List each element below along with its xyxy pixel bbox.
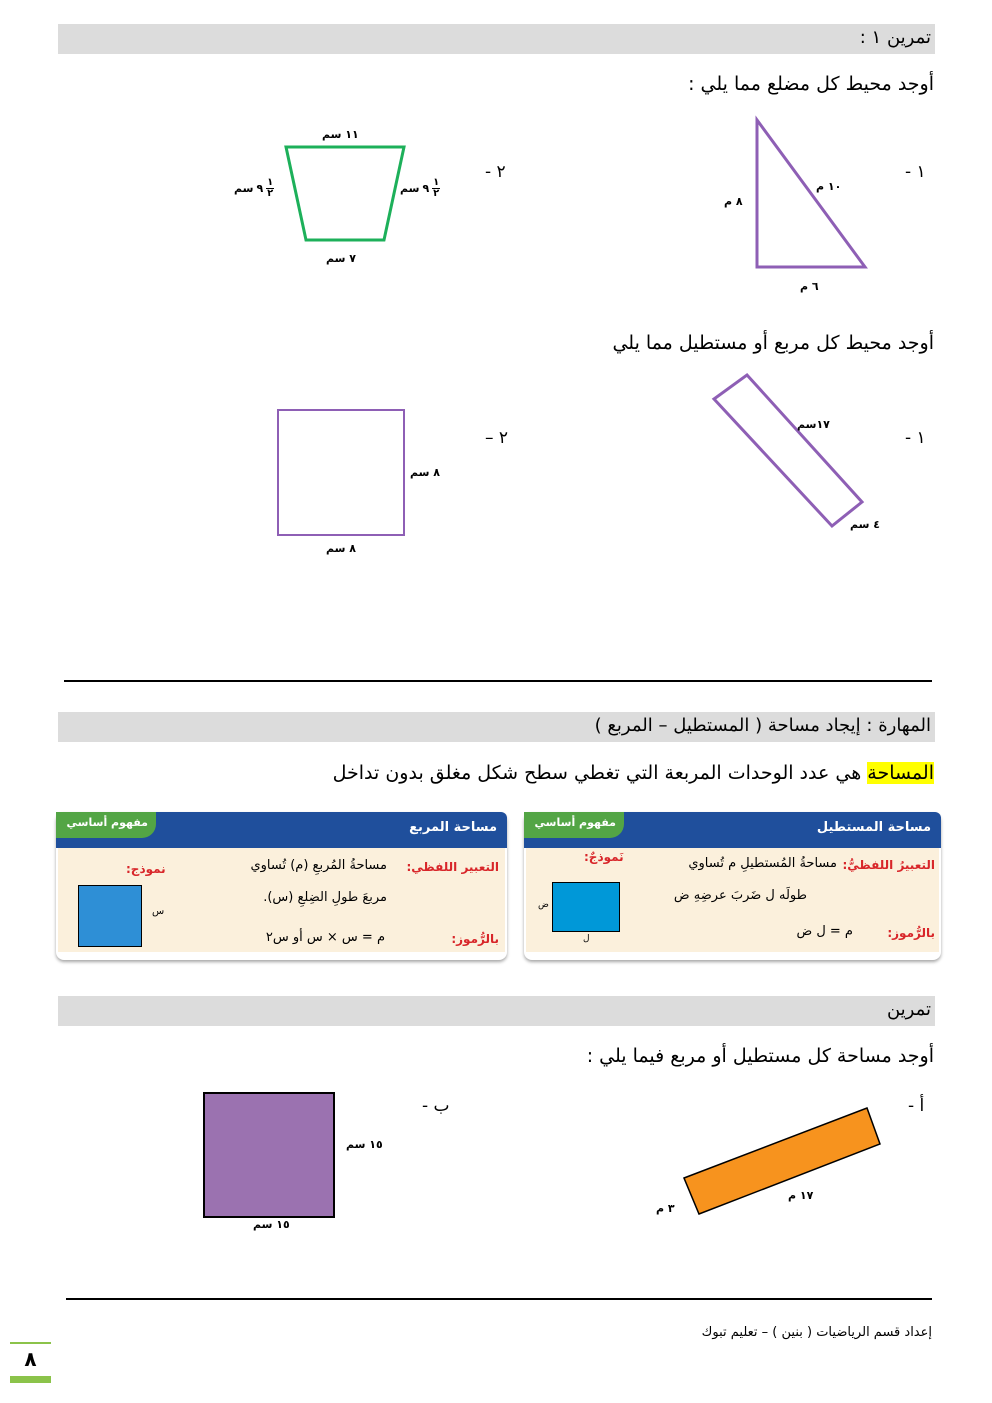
question-perimeter-rectangles: أوجد محيط كل مربع أو مستطيل مما يلي bbox=[612, 332, 934, 354]
rect-verbal-line-1: مساحةُ المُستطيلِ م تُساوي bbox=[688, 856, 837, 871]
rectangle-area-card bbox=[524, 812, 941, 960]
orange-rectangle-figure bbox=[676, 1105, 886, 1220]
square-formula: م = س × س أو س٢ bbox=[265, 930, 385, 945]
fraction-denominator: ٢ bbox=[267, 188, 274, 199]
square-symbols-label: بالرُّموز: bbox=[451, 932, 499, 946]
exercise-2-title: تمرين bbox=[886, 999, 931, 1020]
area-definition-text: هي عدد الوحدات المربعة التي تغطي سطح شكل مغلق بدون تداخل bbox=[332, 762, 868, 784]
square-card-title: مساحة المربع bbox=[409, 820, 497, 835]
figure-4-number: ٢ – bbox=[485, 428, 509, 448]
skill-header bbox=[58, 712, 935, 742]
divider-1 bbox=[64, 680, 932, 682]
area-term-highlight: المساحة bbox=[867, 762, 934, 784]
area-definition bbox=[333, 762, 934, 784]
orange-rectangle-long-label: ١٧ م bbox=[788, 1189, 814, 1202]
purple-square-bottom-label: ١٥ سم bbox=[253, 1218, 290, 1231]
divider-2 bbox=[66, 1298, 932, 1300]
trapezoid-right-unit: سم bbox=[400, 182, 420, 195]
right-triangle-figure bbox=[750, 115, 875, 275]
rect-width-label: ض bbox=[538, 900, 549, 910]
trapezoid-left-whole: ٩ bbox=[256, 182, 264, 195]
square-model-label: نموذج: bbox=[126, 862, 166, 876]
tilted-rectangle-short-label: ٤ سم bbox=[850, 518, 880, 531]
purple-square-figure bbox=[203, 1092, 335, 1218]
figure-1-number: ١ - bbox=[905, 162, 926, 182]
square-side-symbol: س bbox=[152, 906, 165, 917]
triangle-base-label: ٦ م bbox=[800, 280, 819, 293]
trapezoid-left-fraction bbox=[266, 178, 274, 199]
trapezoid-left-label bbox=[234, 178, 274, 199]
trapezoid-right-label bbox=[400, 178, 440, 199]
trapezoid-bottom-label: ٧ سم bbox=[326, 252, 356, 265]
rect-verbal-line-2: طولَه ل ضَربَ عرضِهِ ض bbox=[673, 888, 807, 903]
rect-length-label: ل bbox=[583, 934, 590, 944]
square-card-tag: مفهوم أساسي bbox=[56, 812, 156, 838]
square-verbal-line-2: مربعَ طولِ الضِلعِ (س). bbox=[263, 890, 387, 905]
question-area: أوجد مساحة كل مستطيل أو مربع فيما يلي : bbox=[586, 1045, 934, 1067]
figure-3-number: ١ - bbox=[905, 428, 926, 448]
footer-credit: إعداد قسم الرياضيات ( بنين ) – تعليم تبوك bbox=[701, 1325, 932, 1340]
exercise-1-title: تمرين ١ : bbox=[859, 27, 931, 48]
figure-2-number: ٢ - bbox=[485, 162, 506, 182]
page-number-bottom-bar bbox=[10, 1376, 51, 1383]
purple-square-side-label: ١٥ سم bbox=[346, 1138, 383, 1151]
exercise-2-header bbox=[58, 996, 935, 1026]
rect-model-shape bbox=[552, 882, 620, 932]
skill-title: المهارة : إيجاد مساحة ( المستطيل – المربع ) bbox=[594, 715, 931, 736]
page-number-top-rule bbox=[10, 1342, 51, 1344]
rect-verbal-label: التعبيرُ اللفظيُّ: bbox=[842, 858, 935, 872]
rect-model-label: نَموذجٌ: bbox=[584, 850, 624, 864]
trapezoid-right-whole: ٩ bbox=[422, 182, 430, 195]
fraction-denominator: ٢ bbox=[433, 188, 440, 199]
question-perimeter-polygons: أوجد محيط كل مضلع مما يلي : bbox=[688, 73, 934, 95]
square-area-card bbox=[56, 812, 507, 960]
rect-formula: م = ل ض bbox=[796, 924, 853, 939]
square-outline-figure bbox=[277, 409, 405, 536]
rect-symbols-label: بالرُّموز: bbox=[887, 926, 935, 940]
triangle-hypotenuse-label: ١٠ م bbox=[816, 180, 842, 193]
figure-b-number: ب - bbox=[422, 1096, 450, 1116]
orange-rectangle-short-label: ٣ م bbox=[656, 1202, 675, 1215]
fraction-numerator: ١ bbox=[267, 177, 274, 188]
square-model-shape bbox=[78, 885, 142, 947]
trapezoid-right-fraction bbox=[432, 178, 440, 199]
tilted-rectangle-figure bbox=[705, 368, 870, 538]
triangle-vertical-label: ٨ م bbox=[724, 195, 743, 208]
rectangle-card-title: مساحة المستطيل bbox=[816, 820, 931, 835]
fraction-numerator: ١ bbox=[433, 177, 440, 188]
figure-a-number: أ - bbox=[908, 1096, 925, 1116]
square-verbal-label: التعبير اللفظي: bbox=[406, 860, 499, 874]
square-verbal-line-1: مساحةُ المُربعِ (م) تُساوي bbox=[250, 858, 387, 873]
exercise-1-header bbox=[58, 24, 935, 54]
rectangle-card-body bbox=[526, 848, 939, 952]
trapezoid-left-unit: سم bbox=[234, 182, 254, 195]
trapezoid-top-label: ١١ سم bbox=[322, 128, 359, 141]
tilted-rectangle-long-label: ١٧سم bbox=[797, 418, 830, 431]
page-number: ٨ bbox=[24, 1347, 37, 1371]
rectangle-card-tag: مفهوم أساسي bbox=[524, 812, 624, 838]
square-bottom-label: ٨ سم bbox=[326, 542, 356, 555]
square-card-body bbox=[58, 848, 505, 952]
square-side-label: ٨ سم bbox=[410, 466, 440, 479]
trapezoid-figure bbox=[280, 140, 410, 250]
